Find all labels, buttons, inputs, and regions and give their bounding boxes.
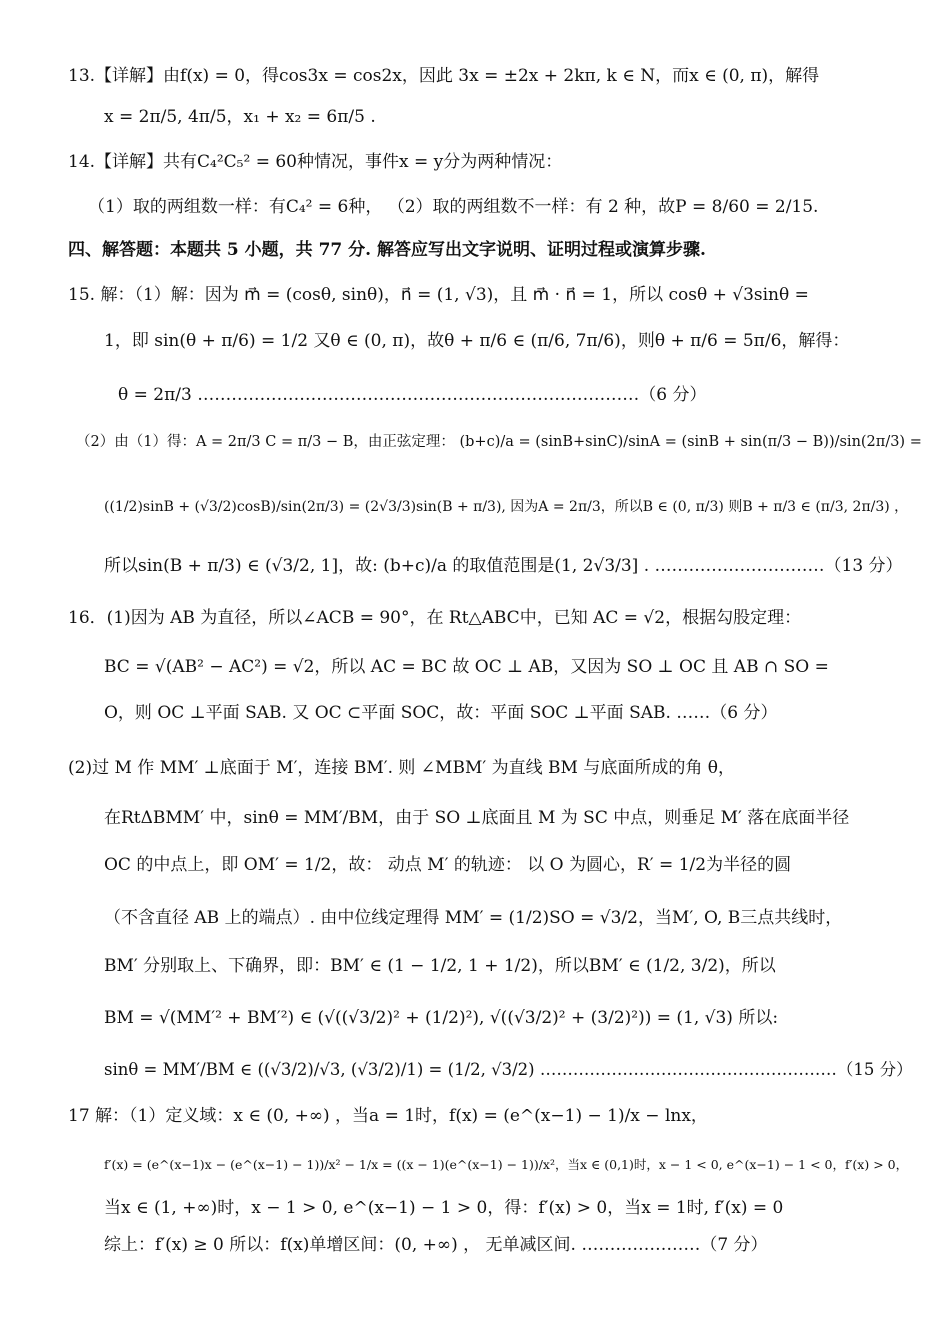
text-line: x = 2π/5, 4π/5，x₁ + x₂ = 6π/5 . bbox=[104, 107, 376, 127]
text-line: BC = √(AB² − AC²) = √2，所以 AC = BC 故 OC ⊥ AB，又因为 SO ⊥ OC 且 AB ∩ SO = bbox=[104, 657, 829, 677]
text-line: ((1/2)sinB + (√3/2)cosB)/sin(2π/3) = (2√3/3)sin(B + π/3), 因为A = 2π/3，所以B ∈ (0, π/3) 则B + π/3 ∈ (π/3, 2π/3) ， bbox=[104, 499, 909, 515]
text-line: 四、解答题：本题共 5 小题，共 77 分. 解答应写出文字说明、证明过程或演算步骤. bbox=[68, 240, 706, 260]
text-line: OC 的中点上，即 OM′ = 1/2，故： 动点 M′ 的轨迹： 以 O 为圆心，R′ = 1/2为半径的圆 bbox=[104, 855, 792, 875]
text-line: 1，即 sin(θ + π/6) = 1/2 又θ ∈ (0, π)，故θ + π/6 ∈ (π/6, 7π/6)，则θ + π/6 = 5π/6，解得： bbox=[104, 331, 850, 351]
text-line: 综上：f′(x) ≥ 0 所以：f(x)单增区间：(0, +∞) ， 无单减区间. …………………（7 分） bbox=[104, 1235, 768, 1255]
text-line: 15. 解：（1）解：因为 m⃗ = (cosθ, sinθ)，n⃗ = (1, √3)，且 m⃗ · n⃗ = 1，所以 cosθ + √3sinθ = bbox=[68, 285, 809, 305]
text-line: O，则 OC ⊥平面 SAB. 又 OC ⊂平面 SOC，故：平面 SOC ⊥平面 SAB. ……（6 分） bbox=[104, 703, 778, 723]
text-line: (2)过 M 作 MM′ ⊥底面于 M′，连接 BM′. 则 ∠MBM′ 为直线 BM 与底面所成的角 θ， bbox=[68, 758, 735, 778]
text-line: 在RtΔBMM′ 中，sinθ = MM′/BM，由于 SO ⊥底面且 M 为 SC 中点，则垂足 M′ 落在底面半径 bbox=[104, 808, 850, 828]
text-line: 13.【详解】由f(x) = 0，得cos3x = cos2x，因此 3x = ±2x + 2kπ, k ∈ N，而x ∈ (0, π)，解得 bbox=[68, 66, 820, 86]
text-line: θ = 2π/3 ……………………………………………………………………（6 分） bbox=[118, 385, 707, 405]
text-line: sinθ = MM′/BM ∈ ((√3/2)/√3, (√3/2)/1) = (1/2, √3/2) ………………………………………………（15 分） bbox=[104, 1060, 913, 1079]
text-line: （1）取的两组数一样：有C₄² = 6种， （2）取的两组数不一样：有 2 种，故P = 8/60 = 2/15. bbox=[88, 197, 819, 217]
text-line: 14.【详解】共有C₄²C₅² = 60种情况，事件x = y分为两种情况： bbox=[68, 152, 563, 172]
text-line: BM = √(MM′² + BM′²) ∈ (√((√3/2)² + (1/2)²), √((√3/2)² + (3/2)²)) = (1, √3) 所以: bbox=[104, 1008, 779, 1028]
text-line: 当x ∈ (1, +∞)时，x − 1 > 0, e^(x−1) − 1 > 0，得：f′(x) > 0，当x = 1时, f′(x) = 0 bbox=[104, 1198, 784, 1218]
text-line: 16．(1)因为 AB 为直径，所以∠ACB = 90°，在 Rt△ABC中，已知 AC = √2，根据勾股定理： bbox=[68, 608, 802, 628]
text-line: （2）由（1）得：A = 2π/3 C = π/3 − B，由正弦定理： (b+c)/a = (sinB+sinC)/sinA = (sinB + sin(π/3 − B))/sin(2π/3) = bbox=[76, 434, 922, 450]
text-line: BM′ 分别取上、下确界，即：BM′ ∈ (1 − 1/2, 1 + 1/2)，所以BM′ ∈ (1/2, 3/2)，所以 bbox=[104, 956, 776, 976]
text-line: 17 解：（1）定义域：x ∈ (0, +∞) ，当a = 1时，f(x) = (e^(x−1) − 1)/x − lnx， bbox=[68, 1106, 708, 1126]
text-line: 所以sin(B + π/3) ∈ (√3/2, 1]，故: (b+c)/a 的取值范围是(1, 2√3/3] . …………………………（13 分） bbox=[104, 556, 903, 576]
text-line: f′(x) = (e^(x−1)x − (e^(x−1) − 1))/x² − 1/x = ((x − 1)(e^(x−1) − 1))/x²，当x ∈ (0,1)时，x − 1 < 0, e^(x−1) − 1 < 0，f′(x) > 0， bbox=[104, 1157, 909, 1172]
text-line: （不含直径 AB 上的端点）. 由中位线定理得 MM′ = (1/2)SO = √3/2，当M′, O, B三点共线时， bbox=[104, 908, 843, 928]
